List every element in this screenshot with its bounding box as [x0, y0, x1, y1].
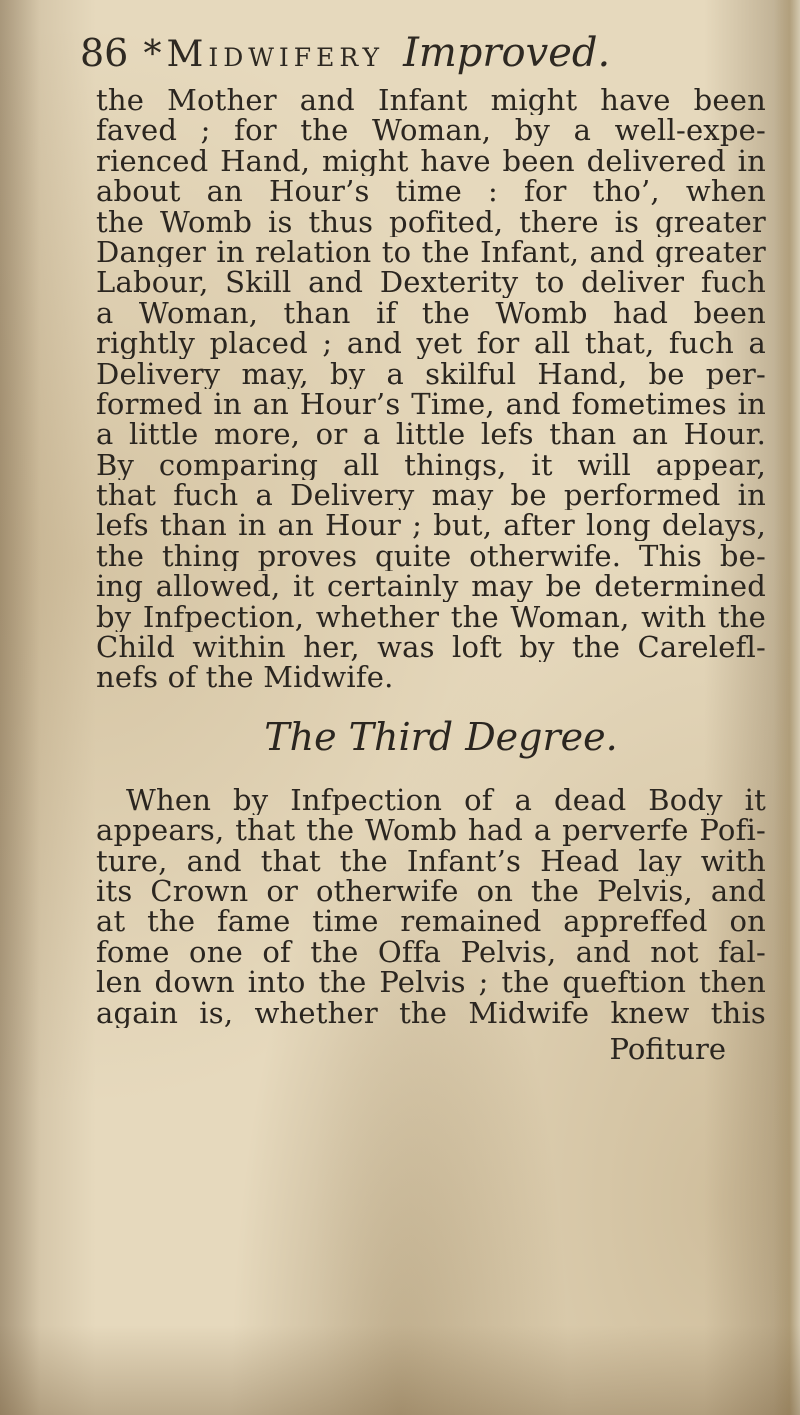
text-line: again is, whether the Midwife knew this — [96, 997, 766, 1028]
body-text — [96, 85, 766, 1066]
text-line: that fuch a Delivery may be performed in — [96, 480, 766, 511]
text-line: a little more, or a little lefs than an Hour. — [96, 419, 766, 450]
running-title-italic: Improved. — [403, 30, 611, 76]
text-line: faved ; for the Woman, by a well-expe- — [96, 115, 766, 146]
paragraph-2 — [96, 785, 766, 1028]
text-line: rienced Hand, might have been delivered in — [96, 145, 766, 177]
text-line: By comparing all things, it will appear, — [96, 449, 766, 481]
text-line: Danger in relation to the Infant, and greater — [96, 236, 766, 268]
text-line: ing allowed, it certainly may be determined — [96, 571, 766, 602]
text-line: fome one of the Offa Pelvis, and not fal- — [96, 936, 766, 968]
page-stain — [0, 1325, 800, 1415]
text-line: ture, and that the Infant’s Head lay with — [96, 845, 766, 876]
page-number: 86 — [80, 31, 129, 75]
page-edge — [774, 0, 800, 1415]
text-line: the Mother and Infant might have been — [96, 85, 766, 116]
catchword: Pofiture — [609, 1031, 726, 1066]
text-line: nefs of the Midwife. — [96, 662, 394, 693]
text-line: len down into the Pelvis ; the queftion then — [96, 967, 766, 998]
text-line: the Womb is thus pofited, there is greater — [96, 206, 766, 237]
text-line: lefs than in an Hour ; but, after long delays, — [96, 510, 766, 541]
text-line: about an Hour’s time : for tho’, when — [96, 176, 766, 207]
text-line: the thing proves quite otherwife. This be- — [96, 540, 766, 572]
paragraph-1 — [96, 85, 766, 693]
text-line: at the fame time remained appreffed on — [96, 906, 766, 937]
text-line: formed in an Hour’s Time, and fometimes in — [96, 388, 766, 420]
text-line: by Infpection, whether the Woman, with the — [96, 601, 766, 633]
section-heading: The Third Degree. — [264, 714, 618, 759]
text-line: appears, that the Womb had a perverfe Pofi- — [96, 815, 766, 846]
page-gutter-shadow — [0, 0, 40, 1415]
page-header — [80, 30, 760, 80]
text-line: Child within her, was loft by the Carelefl- — [96, 632, 766, 663]
running-title: *Midwifery — [143, 34, 384, 75]
text-line: When by Infpection of a dead Body it — [126, 784, 766, 816]
text-line: its Crown or otherwife on the Pelvis, and — [96, 875, 766, 907]
text-line: a Woman, than if the Womb had been — [96, 297, 766, 329]
text-line: Delivery may, by a skilful Hand, be per- — [96, 358, 766, 389]
text-line: rightly placed ; and yet for all that, fuch a — [96, 328, 766, 359]
text-line: Labour, Skill and Dexterity to deliver fuch — [96, 267, 766, 298]
